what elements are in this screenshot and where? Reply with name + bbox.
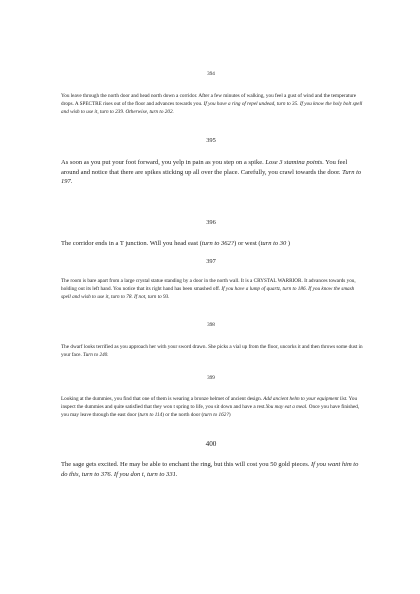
section-text [61, 92, 363, 117]
section-text [61, 158, 363, 187]
narrative-text: The sage gets excited. He may be able to enchant the ring, but this will cost you 50 gold pieces. [61, 461, 312, 468]
instruction-text: If you have a lump of quartz, turn to 186. If you know the smash spell and wish to use it, turn to 78. If not, turn to 93. [61, 286, 355, 301]
instruction-text: Add ancient helm to your equipment list. [263, 396, 348, 402]
narrative-text: You feel around and notice that there are spikes sticking up all over the place. Carefully, you crawl towards the door. [61, 159, 348, 176]
narrative-text: ) or west ( [234, 240, 261, 247]
section-number: 395 [206, 137, 216, 144]
narrative-text: Once you have finished, you may leave through the east door ( [61, 404, 360, 419]
narrative-text: ) [286, 240, 291, 247]
narrative-text: Looking at the dummies, you find that one of them is wearing a bronze helmet of ancient design. [61, 396, 264, 402]
narrative-text: The dwarf looks terrified as you approach her with your sword drawn. She picks a vial up from the floor, uncorks it and then throws some dust in your face. [61, 344, 363, 359]
section-number: 396 [206, 219, 216, 226]
instruction-text: turn to 114 [139, 412, 163, 419]
narrative-text: The room is bare apart from a large crystal statue standing by a door in the north wall. It is a CRYSTAL WARRIOR. It advances towards you, holding out its left hand. You notice that its right hand has been smashed off. [61, 278, 356, 293]
section-number: 399 [207, 375, 215, 381]
section-number: 397 [206, 258, 216, 265]
section-text [61, 395, 363, 420]
narrative-text: The corridor ends in a T junction. Will you head east ( [61, 240, 202, 247]
narrative-text: You leave through the north door and head north down a corridor. After a few minutes of walking, you feel a gust of wind and the temperature drops. A SPECTRE rises out of the floor and advances towards you. [61, 93, 357, 108]
instruction-text: You may eat a meal. [265, 404, 308, 411]
narrative-text: ) [228, 412, 231, 419]
instruction-text: turn to 30 [260, 240, 287, 247]
instruction-text: turn to 362? [201, 240, 235, 247]
section-number: 398 [207, 322, 215, 328]
section-text [61, 239, 363, 249]
section-text [61, 343, 363, 359]
narrative-text: You inspect the dummies and quite satisfied that they won t spring to life, you sit down and have a rest. [61, 396, 358, 411]
instruction-text: turn to 162? [203, 412, 229, 419]
instruction-text: Turn to 240. [83, 352, 109, 359]
section-text [61, 460, 363, 479]
instruction-text: If you have a ring of repel undead, turn to 35. If you know the holy bolt spell and wish to use it, turn to 239. Otherwise, turn to 202. [61, 101, 363, 116]
instruction-text: If you want him to do this, turn to 376. If you don t, turn to 331. [61, 461, 359, 478]
narrative-text: ) or the north door ( [162, 412, 204, 419]
instruction-text: Turn to 197. [61, 168, 362, 186]
section-number: 394 [207, 71, 215, 77]
instruction-text: Lose 3 stamina points. [265, 159, 324, 166]
section-number: 400 [205, 440, 217, 448]
narrative-text: As soon as you put your foot forward, you yelp in pain as you step on a spike. [61, 159, 266, 166]
section-text [61, 277, 363, 302]
